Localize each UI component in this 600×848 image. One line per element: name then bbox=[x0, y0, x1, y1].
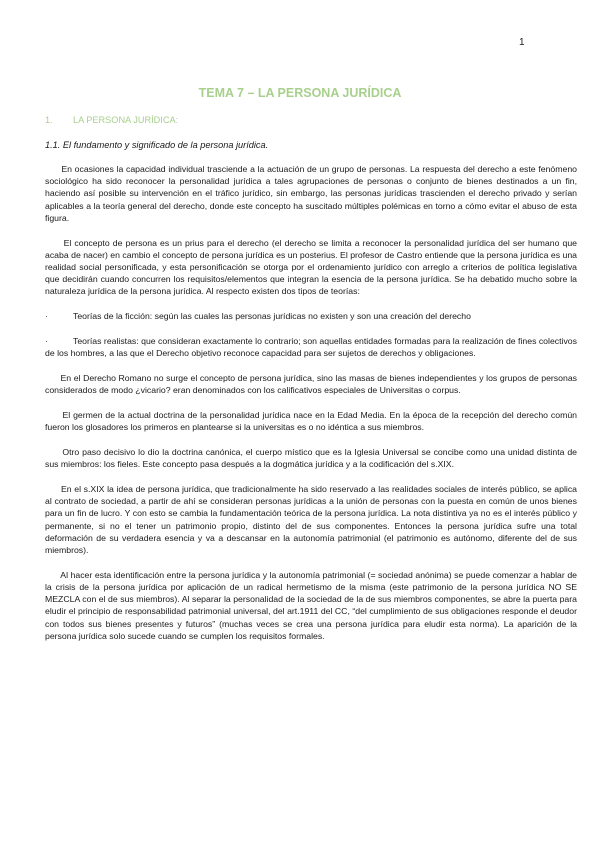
section-heading bbox=[45, 115, 178, 125]
paragraph: En el Derecho Romano no surge el concepto de persona jurídica, sino las masas de bienes independientes y los grupos de personas considerados de modo ¿vicario? eran denominados con los calificativos especiales de Universitas o corpus. bbox=[45, 373, 577, 396]
paragraph: Otro paso decisivo lo dio la doctrina canónica, el cuerpo místico que es la Iglesia Universal se concibe como una unidad distinta de sus miembros: los fieles. Este concepto pasa después a la dogmática jurídica y a la codificación del s.XIX. bbox=[45, 447, 577, 470]
document-body bbox=[45, 163, 577, 655]
list-item bbox=[45, 310, 577, 322]
list-item-text: Teorías realistas: que consideran exactamente lo contrario; son aquellas entidades formadas para la realización de fines colectivos de los hombres, a las que el Derecho objetivo reconoce capacidad para ser sujetos de derechos y obligaciones. bbox=[45, 336, 577, 359]
section-number: 1. bbox=[45, 115, 53, 125]
paragraph: Al hacer esta identificación entre la persona jurídica y la autonomía patrimonial (= sociedad anónima) se puede comenzar a hablar de la crisis de la persona jurídica por aplicación de un radical hermetismo de la misma (este patrimonio de la persona jurídica NO SE MEZCLA con el de sus miembros). Al separar la personalidad de la sociedad de la de sus miembros componentes, se abre la puerta para eludir el principio de responsabilidad patrimonial universal, del art.1911 del CC, “del cumplimiento de sus obligaciones responde el deudor con todos sus bienes presentes y futuros” (muchas veces se crea una persona jurídica para eludir esta norma). La aparición de la persona jurídica solo sucede cuando se cumplen los requisitos formales. bbox=[45, 569, 577, 641]
document-title: TEMA 7 – LA PERSONA JURÍDICA bbox=[198, 86, 402, 100]
paragraph: El germen de la actual doctrina de la personalidad jurídica nace en la Edad Media. En la época de la recepción del derecho común fueron los glosadores los primeros en plantearse si la universitas es o no idéntica a sus miembros. bbox=[45, 410, 577, 433]
paragraph: El concepto de persona es un prius para el derecho (el derecho se limita a reconocer la personalidad jurídica del ser humano que acaba de nacer) en cambio el concepto de persona jurídica es un posterius. El profesor de Castro entiende que la persona jurídica es una realidad social personificada, y esta personificación se otorga por el ordenamiento jurídico con arreglo a criterios de política legislativa que decidirán cuando concurren los requisitos/elementos que integran la esencia de la persona jurídica. Se ha debatido mucho sobre la naturaleza jurídica de la persona jurídica. Al respecto existen dos tipos de teorías: bbox=[45, 237, 578, 297]
list-item-text: Teorías de la ficción: según las cuales las personas jurídicas no existen y son una creación del derecho bbox=[73, 311, 471, 322]
subsection-heading: 1.1. El fundamento y significado de la persona jurídica. bbox=[45, 140, 269, 150]
list-item bbox=[45, 335, 577, 359]
bullet-mark: · bbox=[45, 336, 48, 347]
page-number: 1 bbox=[519, 37, 525, 48]
bullet-mark: · bbox=[45, 311, 48, 322]
paragraph: En ocasiones la capacidad individual trasciende a la actuación de un grupo de personas. La respuesta del derecho a este fenómeno sociológico ha sido reconocer la personalidad jurídica a tales agrupaciones de personas o conjunto de bienes destinados a un fin, haciendo así posible su intervención en el tráfico jurídico, sin embargo, las personas jurídicas trascienden el derecho privado y serían aplicables a la teoría general del derecho, donde este concepto ha suscitado múltiples polémicas en torno a cómo evitar el abuso de esta figura. bbox=[45, 164, 577, 223]
section-label: LA PERSONA JURÍDICA: bbox=[73, 115, 179, 125]
paragraph: En el s.XIX la idea de persona jurídica, que tradicionalmente ha sido reservado a las realidades sociales de interés público, se aplica al contrato de sociedad, a partir de ahí se consideran personas jurídicas a la unión de personas con la puesta en común de unos bienes para un fin de lucro. Y con esto se cambia la fundamentación teórica de la persona jurídica. La nota distintiva ya no es el interés público y permanente, si no el tener un patrimonio propio, distinto del de sus componentes. Entonces la persona jurídica sufre una total deformación de su verdadera esencia y va a descansar en la autonomía patrimonial (el patrimonio es autónomo, diferente del de sus miembros). bbox=[45, 484, 578, 556]
